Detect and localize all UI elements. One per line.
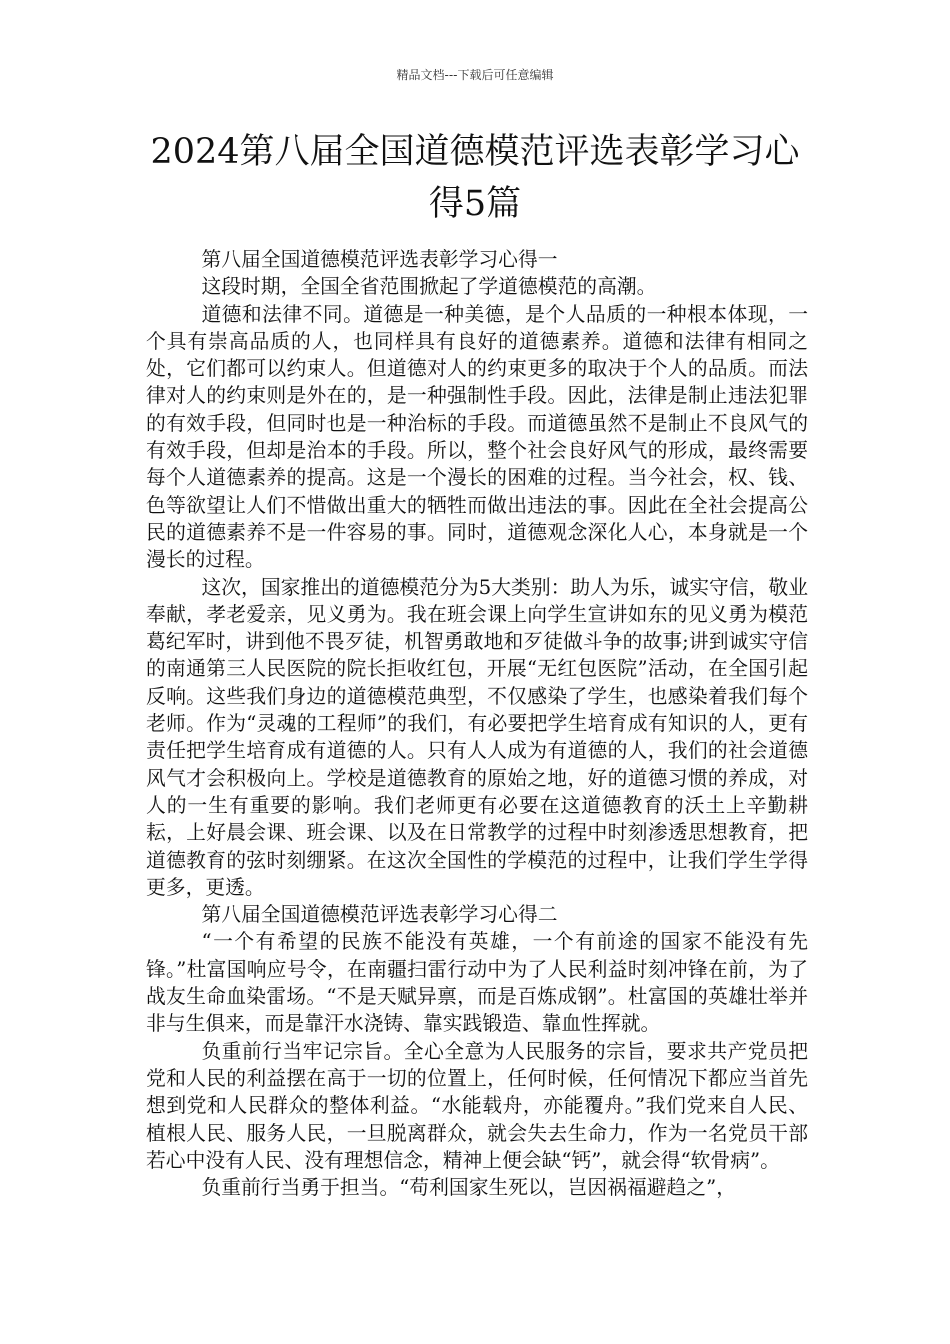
paragraph: 负重前行当牢记宗旨。全心全意为人民服务的宗旨，要求共产党员把党和人民的利益摆在高于一切的位置上，任何时候，任何情况下都应当首先想到党和人民群众的整体利益。“水能载舟，亦能覆舟。”我们党来自人民、植根人民、服务人民，一旦脱离群众，就会失去生命力，作为一名党员干部若心中没有人民、没有理想信念，精神上便会缺“钙”，就会得“软骨病”。 (146, 1039, 808, 1172)
document-title: 2024第八届全国道德模范评选表彰学习心得5篇 (150, 132, 800, 224)
section-heading-1: 第八届全国道德模范评选表彰学习心得一 (201, 248, 558, 271)
paragraph: 这段时期，全国全省范围掀起了学道德模范的高潮。 (201, 275, 657, 299)
section-heading-2: 第八届全国道德模范评选表彰学习心得二 (201, 903, 558, 927)
paragraph: “一个有希望的民族不能没有英雄，一个有前途的国家不能没有先锋。”杜富国响应号令，在南疆扫雷行动中为了人民利益时刻冲锋在前，为了战友生命血染雷场。“不是天赋异禀，而是百炼成钢”。杜富国的英雄壮举并非与生俱来，而是靠汗水浇铸、靠实践锻造、靠血性挥就。 (146, 930, 808, 1036)
paragraph: 这次，国家推出的道德模范分为5大类别：助人为乐，诚实守信，敬业奉献，孝老爱亲，见义勇为。我在班会课上向学生宣讲如东的见义勇为模范葛纪军时，讲到他不畏歹徒，机智勇敢地和歹徒做斗争的故事;讲到诚实守信的南通第三人民医院的院长拒收红包，开展“无红包医院”活动，在全国引起反响。这些我们身边的道德模范典型，不仅感染了学生，也感染着我们每个老师。作为“灵魂的工程师”的我们，有必要把学生培育成有知识的人，更有责任把学生培育成有道德的人。只有人人成为有道德的人，我们的社会道德风气才会积极向上。学校是道德教育的原始之地，好的道德习惯的养成，对人的一生有重要的影响。我们老师更有必要在这道德教育的沃土上辛勤耕耘，上好晨会课、班会课、以及在日常教学的过程中时刻渗透思想教育，把道德教育的弦时刻绷紧。在这次全国性的学模范的过程中，让我们学生学得更多，更透。 (146, 575, 808, 899)
header-note: 精品文档---下载后可任意编辑 (396, 68, 554, 82)
paragraph: 道德和法律不同。道德是一种美德，是个人品质的一种根本体现，一个具有崇高品质的人，也同样具有良好的道德素养。道德和法律有相同之处，它们都可以约束人。但道德对人的约束更多的取决于个人的品质。而法律对人的约束则是外在的，是一种强制性手段。因此，法律是制止违法犯罪的有效手段，但同时也是一种治标的手段。而道德虽然不是制止不良风气的有效手段，但却是治本的手段。所以，整个社会良好风气的形成，最终需要每个人道德素养的提高。这是一个漫长的困难的过程。当今社会，权、钱、色等欲望让人们不惜做出重大的牺牲而做出违法的事。因此在全社会提高公民的道德素养不是一件容易的事。同时，道德观念深化人心，本身就是一个漫长的过程。 (146, 302, 808, 572)
paragraph: 负重前行当勇于担当。“苟利国家生死以，岂因祸福避趋之”， (201, 1176, 736, 1200)
document-body (146, 246, 808, 1201)
